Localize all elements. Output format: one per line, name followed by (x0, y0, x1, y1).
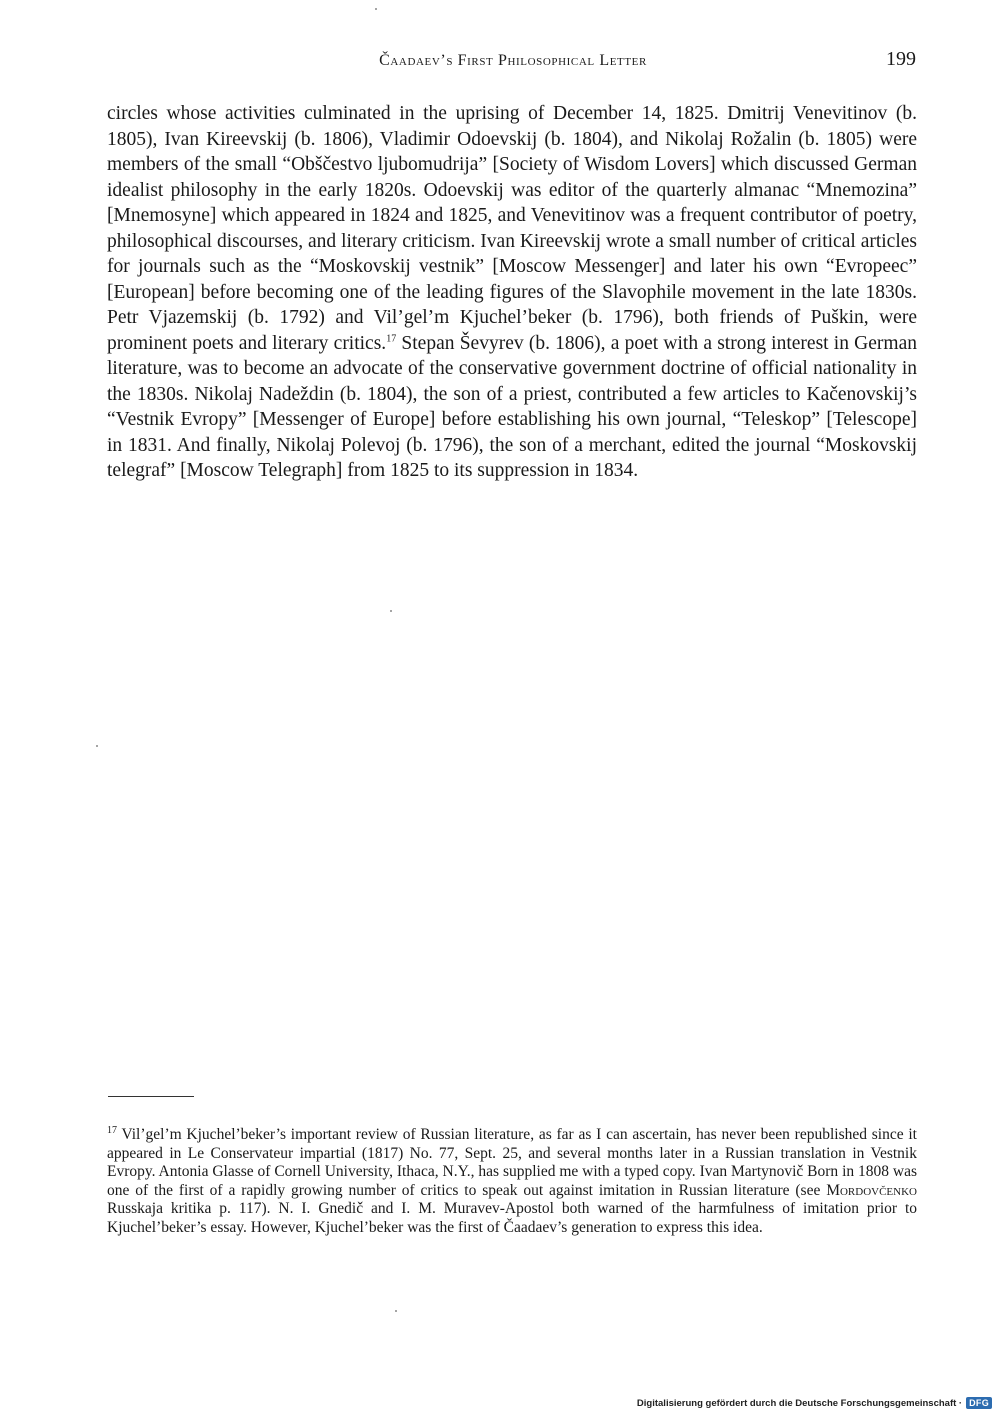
footnote-17 (107, 1126, 917, 1237)
funding-text: Digitalisierung gefördert durch die Deutsche Forschungsgemeinschaft · (636, 1397, 963, 1409)
paragraph-text-part-1: circles whose activities culminated in the uprising of December 14, 1825. Dmitrij Venevitinov (b. 1805), Ivan Kireevskij (b. 1806), Vladimir Odoevskij (b. 1804), and Nikolaj Rožalin (b. 1805) were members of the small “Obščestvo ljubomudrija” [Society of Wisdom Lovers] which discussed German idealist philosophy in the early 1820s. Odoevskij was editor of the quarterly almanac “Mnemozina” [Mnemosyne] which appeared in 1824 and 1825, and Venevitinov was a frequent contributor of poetry, philosophical discourses, and literary criticism. Ivan Kireevskij wrote a small number of critical articles for journals such as the “Moskovskij vestnik” [Moscow Messenger] and later his own “Evropeec” [European] before becoming one of the leading figures of the Slavophile movement in the late 1830s. Petr Vjazemskij (b. 1792) and Vil’gel’m Kjuchel’beker (b. 1796), both friends of Puškin, were prominent poets and literary critics. (107, 103, 917, 354)
page-number: 199 (886, 48, 916, 70)
paragraph (107, 101, 917, 484)
scan-speck (390, 610, 392, 612)
dfg-logo-icon: DFG (966, 1397, 992, 1409)
footnote-author-smallcaps: Mordovčenko (826, 1181, 917, 1199)
footnote-text-part-2: Russkaja kritika p. 117). N. I. Gnedič and I. M. Muravev-Apostol both warned of the harmfulness of imitation prior to Kjuchel’beker’s essay. However, Kjuchel’beker was the first of Čaadaev’s generation to express this idea. (107, 1200, 917, 1236)
running-title: Čaadaev’s First Philosophical Letter (379, 52, 647, 69)
funding-note (637, 1396, 992, 1410)
footnotes (107, 1126, 917, 1237)
footnote-text-part-1: Vil’gel’m Kjuchel’beker’s important review of Russian literature, as far as I can ascertain, has never been republished since it appeared in Le Conservateur impartial (1817) No. 77, Sept. 25, and several months later in a Russian translation in Vestnik Evropy. Antonia Glasse of Cornell University, Ithaca, N.Y., has supplied me with a typed copy. Ivan Martynovič Born in 1808 was one of the first of a rapidly growing number of critics to speak out against imitation in Russian literature (see (107, 1126, 917, 1199)
scan-speck (96, 745, 98, 747)
footnote-number: 17 (107, 1124, 117, 1136)
footnote-divider (108, 1096, 194, 1097)
scan-speck (375, 8, 377, 10)
body-text (107, 101, 917, 484)
paragraph-text-part-2: Stepan Ševyrev (b. 1806), a poet with a strong interest in German literature, was to become an advocate of the conservative government doctrine of official nationality in the 1830s. Nikolaj Nadeždin (b. 1804), the son of a priest, contributed a few articles to Kačenovskij’s “Vestnik Evropy” [Messenger of Europe] before establishing his own journal, “Teleskop” [Telescope] in 1831. And finally, Nikolaj Polevoj (b. 1796), the son of a merchant, edited the journal “Moskovskij telegraf” [Moscow Telegraph] from 1825 to its suppression in 1834. (107, 332, 917, 481)
scan-speck (395, 1310, 397, 1312)
footnote-reference[interactable]: 17 (386, 333, 397, 344)
running-head (110, 48, 916, 76)
